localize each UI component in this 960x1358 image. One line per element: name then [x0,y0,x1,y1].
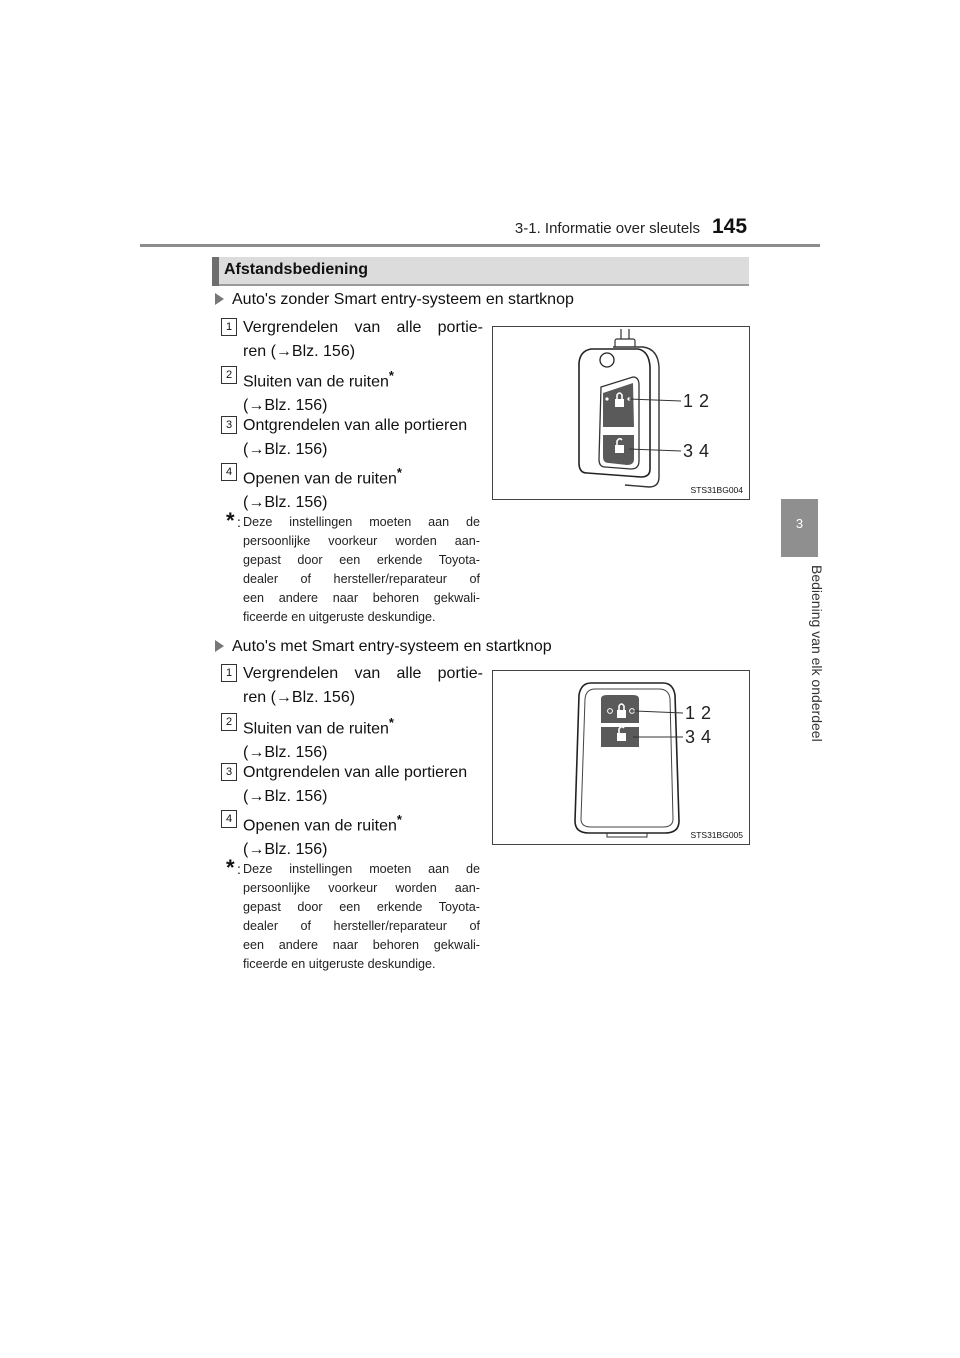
figure-code: STS31BG005 [690,830,743,840]
footnote-line: een andere naar behoren gekwali- [243,938,480,952]
list-item [243,761,483,809]
section-bar-accent [212,257,219,286]
footnote-colon: : [237,861,241,877]
item-line-1: Ontgrendelen van alle portieren [243,417,468,434]
list-item [243,316,483,364]
item-line-2: (→Blz. 156) [243,494,328,512]
item-number-2: 2 [221,366,237,384]
subsection-heading-2 [215,638,552,656]
footnote-star: * [388,715,394,730]
key-fob-illustration [493,327,749,499]
item-number-1: 1 [221,318,237,336]
callout-4: 4 [701,727,712,747]
footnote-line: een andere naar behoren gekwali- [243,591,480,605]
item-line-2: (→Blz. 156) [243,441,328,458]
footnote-star: * [388,368,394,383]
subsection-heading-1 [215,291,574,309]
callout-3: 3 [685,727,696,747]
item-line-2: (→Blz. 156) [243,397,328,415]
item-number-3: 3 [221,763,237,781]
item-line-1: Ontgrendelen van alle portieren [243,764,468,781]
callout-2: 2 [701,703,712,723]
smart-key-illustration [493,671,749,844]
list-item [243,662,483,710]
footnote-line: persoonlijke voorkeur worden aan- [243,534,480,548]
footnote-line: ficeerde en uitgeruste deskundige. [243,610,436,624]
footnote-star: * [396,812,402,827]
item-line-2: (→Blz. 156) [243,788,328,805]
list-item [243,461,483,515]
chapter-tab-number: 3 [795,516,804,531]
footnote-1 [243,513,480,627]
callout-label [685,703,711,724]
item-number-1: 1 [221,664,237,682]
footnote-marker: * [226,855,235,880]
item-line-1: Sluiten van de ruiten [243,720,389,738]
footnote-line: Deze instellingen moeten aan de [243,862,480,876]
item-number-2: 2 [221,713,237,731]
triangle-bullet-icon [215,640,224,652]
footnote-star: * [396,465,402,480]
callout-label [683,391,709,412]
list-item [243,364,483,418]
item-line-1: Openen van de ruiten [243,470,397,488]
item-number-3: 3 [221,416,237,434]
callout-1: 1 [685,703,696,723]
footnote-marker: * [226,508,235,533]
footnote-line: Deze instellingen moeten aan de [243,515,480,529]
figure-code: STS31BG004 [690,485,743,495]
footnote-line: gepast door een erkende Toyota- [243,553,480,567]
footnote-line: gepast door een erkende Toyota- [243,900,480,914]
item-line-2: (→Blz. 156) [243,841,328,859]
footnote-colon: : [237,514,241,530]
item-number-4: 4 [221,810,237,828]
callout-3: 3 [683,441,694,461]
callout-1: 1 [683,391,694,411]
callout-2: 2 [699,391,710,411]
figure-key-fob-2 [492,670,750,845]
list-item [243,808,483,862]
footnote-2 [243,860,480,974]
item-line-2: ren (→Blz. 156) [243,689,356,706]
callout-label [685,727,711,748]
item-line-1: Vergrendelen van alle portie- [243,665,483,682]
item-line-2: (→Blz. 156) [243,744,328,762]
section-title: Afstandsbediening [224,261,369,278]
footnote-line: dealer of hersteller/reparateur of [243,919,480,933]
header-rule [140,244,820,247]
running-header-section: 3-1. Informatie over sleutels [514,220,700,237]
item-line-1: Openen van de ruiten [243,817,397,835]
item-line-2: ren (→Blz. 156) [243,343,356,360]
item-line-1: Sluiten van de ruiten [243,373,389,391]
item-line-1: Vergrendelen van alle portie- [243,319,483,336]
triangle-bullet-icon [215,293,224,305]
callout-4: 4 [699,441,710,461]
list-item [243,414,483,462]
figure-key-fob-1 [492,326,750,500]
subsection-heading-text: Auto's zonder Smart entry-systeem en startknop [232,291,574,308]
footnote-line: persoonlijke voorkeur worden aan- [243,881,480,895]
footnote-line: ficeerde en uitgeruste deskundige. [243,957,436,971]
item-number-4: 4 [221,463,237,481]
subsection-heading-text: Auto's met Smart entry-systeem en startknop [232,638,552,655]
chapter-tab-label: Bediening van elk onderdeel [809,565,825,742]
section-title-bar [212,257,749,286]
callout-label [683,441,709,462]
footnote-line: dealer of hersteller/reparateur of [243,572,480,586]
page-number: 145 [712,215,748,238]
list-item [243,711,483,765]
